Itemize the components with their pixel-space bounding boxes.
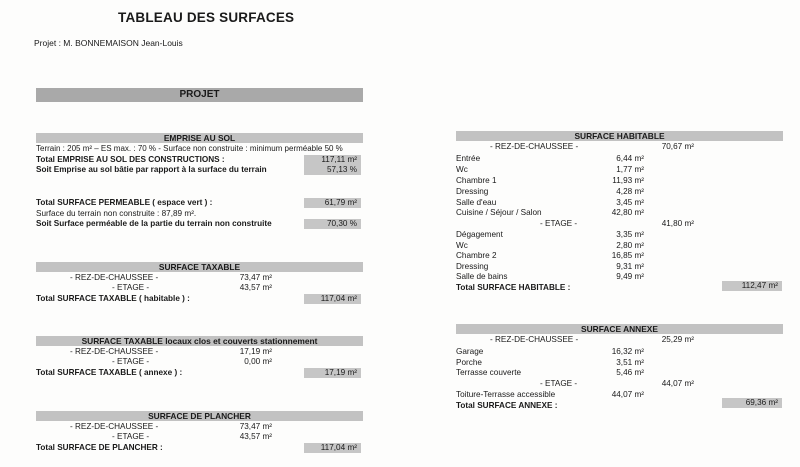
taxable-total-label: Total SURFACE TAXABLE ( habitable ) : [36,294,190,303]
room-name: Toiture-Terrasse accessible [456,390,556,399]
taxable-annexe-etage-value: 0,00 m² [244,357,272,366]
taxable-rdc-value: 73,47 m² [239,273,272,282]
annexe-etage-total: 44,07 m² [661,379,694,388]
plancher-total-label: Total SURFACE DE PLANCHER : [36,443,163,452]
document-title: TABLEAU DES SURFACES [118,10,295,25]
plancher-rdc-label: - REZ-DE-CHAUSSEE - [70,422,159,431]
room-name: Porche [456,358,482,367]
room-name: Salle de bains [456,272,508,281]
permeable-ratio-label: Soit Surface perméable de la partie du terrain non construite [36,219,272,228]
room-name: Garage [456,347,484,356]
room-area: 4,28 m² [616,187,644,196]
habitable-etage-label: - ETAGE - [540,219,578,228]
plancher-etage-value: 43,57 m² [239,432,272,441]
room-name: Cuisine / Séjour / Salon [456,208,542,217]
emprise-header: EMPRISE AU SOL [36,133,363,143]
habitable-header: SURFACE HABITABLE [456,131,783,141]
room-name: Wc [456,165,468,174]
taxable-annexe-rdc-value: 17,19 m² [239,347,272,356]
room-area: 44,07 m² [611,390,644,399]
room-area: 3,45 m² [616,198,644,207]
taxable-annexe-header: SURFACE TAXABLE locaux clos et couverts stationnement [36,336,363,346]
room-area: 11,93 m² [612,176,644,185]
annexe-header: SURFACE ANNEXE [456,324,783,334]
annexe-total-label: Total SURFACE ANNEXE : [456,401,558,410]
room-name: Entrée [456,154,481,163]
habitable-total-value: 112,47 m² [722,281,782,291]
room-name: Wc [456,241,468,250]
habitable-rdc-label: - REZ-DE-CHAUSSEE - [490,142,579,151]
room-name: Dressing [456,262,489,271]
taxable-total-value: 117,04 m² [304,294,361,304]
room-name: Salle d'eau [456,198,497,207]
room-area: 9,31 m² [616,262,644,271]
room-area: 6,44 m² [616,154,644,163]
room-area: 5,46 m² [616,368,644,377]
room-area: 16,32 m² [611,347,644,356]
room-area: 16,85 m² [611,251,644,260]
annexe-rdc-label: - REZ-DE-CHAUSSEE - [490,335,579,344]
taxable-etage-label: - ETAGE - [112,283,150,292]
annexe-total-value: 69,36 m² [722,398,782,408]
plancher-total-value: 117,04 m² [304,443,361,453]
room-name: Dressing [456,187,489,196]
plancher-rdc-value: 73,47 m² [239,422,272,431]
emprise-ratio-label: Soit Emprise au sol bâtie par rapport à la surface du terrain [36,165,267,174]
non-built-surface: Surface du terrain non construite : 87,89 m². [36,209,197,218]
project-name: Projet : M. BONNEMAISON Jean-Louis [34,38,183,48]
habitable-etage-total: 41,80 m² [661,219,694,228]
room-name: Chambre 2 [456,251,497,260]
annexe-etage-label: - ETAGE - [540,379,578,388]
plancher-etage-label: - ETAGE - [112,432,150,441]
taxable-annexe-rdc-label: - REZ-DE-CHAUSSEE - [70,347,159,356]
room-name: Terrasse couverte [456,368,522,377]
taxable-annexe-etage-label: - ETAGE - [112,357,150,366]
taxable-rdc-label: - REZ-DE-CHAUSSEE - [70,273,159,282]
emprise-total-value: 117,11 m² [304,155,361,165]
emprise-ratio-value: 57,13 % [304,165,361,175]
room-area: 1,77 m² [616,165,644,174]
taxable-annexe-total-label: Total SURFACE TAXABLE ( annexe ) : [36,368,183,377]
room-area: 2,80 m² [616,241,644,250]
taxable-annexe-total-value: 17,19 m² [304,368,361,378]
permeable-total-value: 61,79 m² [304,198,361,208]
terrain-line: Terrain : 205 m² – ES max. : 70 % - Surface non construite : minimum perméable 50 % [36,144,343,153]
room-area: 42,80 m² [611,208,644,217]
permeable-ratio-value: 70,30 % [304,219,361,229]
projet-band: PROJET [36,88,363,102]
habitable-total-label: Total SURFACE HABITABLE : [456,283,571,292]
habitable-rdc-total: 70,67 m² [661,142,694,151]
room-area: 3,51 m² [616,358,644,367]
room-area: 3,35 m² [616,230,644,239]
annexe-rdc-total: 25,29 m² [661,335,694,344]
taxable-header: SURFACE TAXABLE [36,262,363,272]
permeable-total-label: Total SURFACE PERMEABLE ( espace vert ) : [36,198,213,207]
plancher-header: SURFACE DE PLANCHER [36,411,363,421]
room-name: Chambre 1 [456,176,497,185]
taxable-etage-value: 43,57 m² [239,283,272,292]
room-area: 9,49 m² [616,272,644,281]
emprise-total-label: Total EMPRISE AU SOL DES CONSTRUCTIONS : [36,155,225,164]
room-name: Dégagement [456,230,503,239]
